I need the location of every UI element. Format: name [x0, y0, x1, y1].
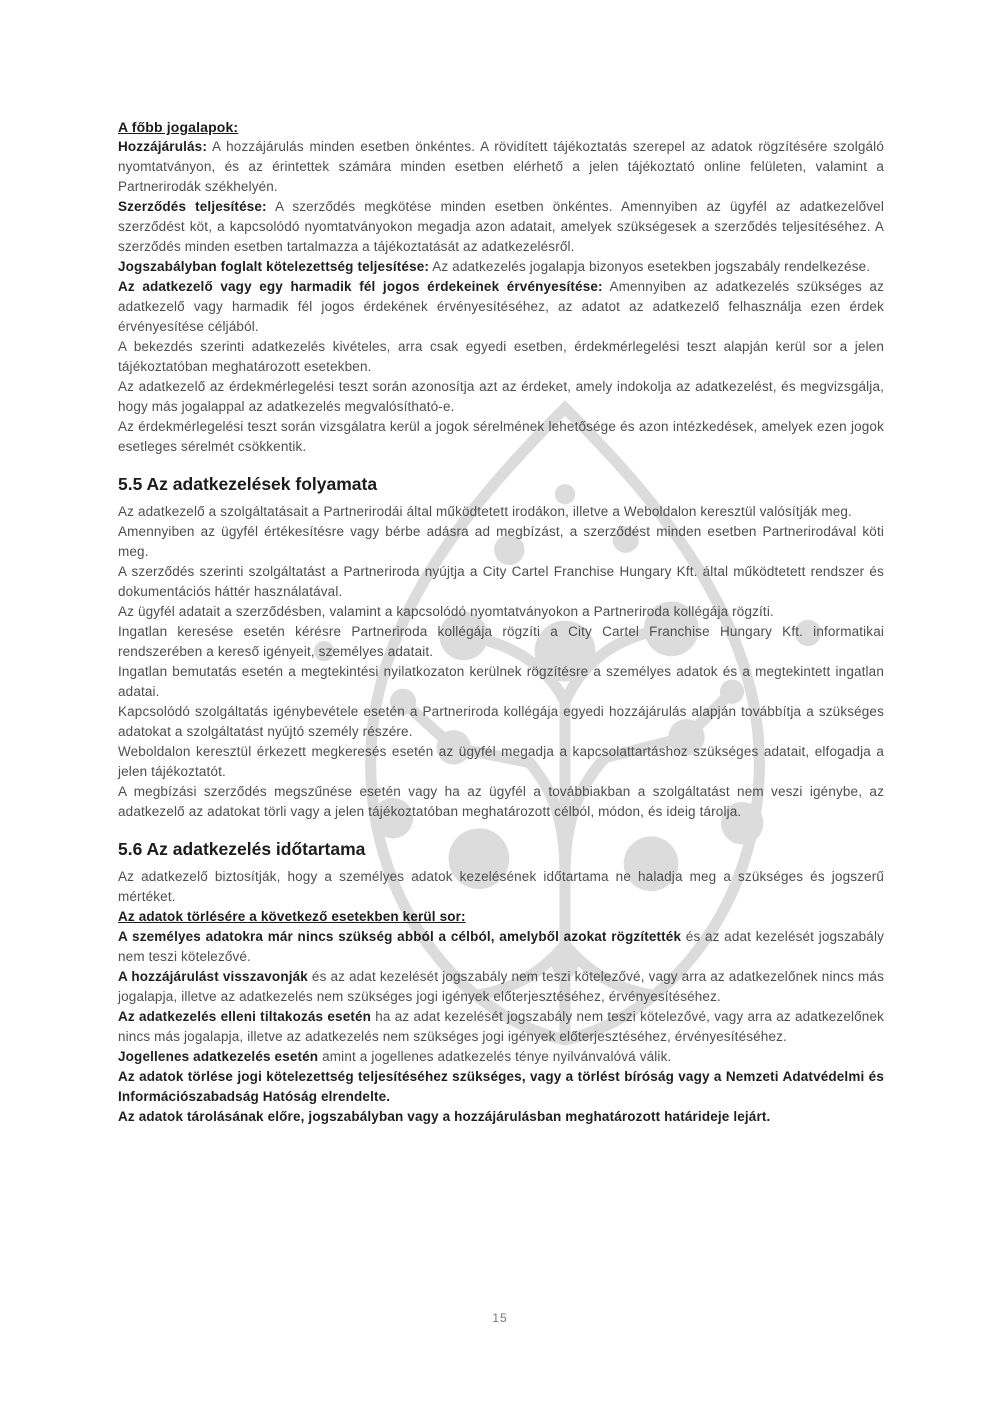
- paragraph-text: A szerződés megkötése minden esetben önkéntes. Amennyiben az ügyfél az adatkezelővel szerződést köt, a kapcsolódó nyomtatványokon megadja azon adatait, amelyek szükségesek a szerződés teljesítéséhez. A szerződés minden esetben tartalmazza a tájékoztatását az adatkezelésről.: [118, 199, 884, 254]
- list-heading-text: Az adatok törlésére a következő esetekben kerül sor:: [118, 909, 466, 924]
- paragraph-text: Az adatkezelés jogalapja bizonyos esetekben jogszabály rendelkezése.: [429, 259, 871, 274]
- section-5-5-paragraph: Az ügyfél adatait a szerződésben, valamint a kapcsolódó nyomtatványokon a Partneriroda kollégája rögzíti.: [118, 604, 774, 619]
- deletion-list-item: [118, 967, 884, 1007]
- intro-paragraph: [118, 417, 884, 457]
- paragraph-lead: Jogszabályban foglalt kötelezettség teljesítése:: [118, 259, 430, 274]
- deletion-list-heading: [118, 907, 884, 927]
- paragraph-text: Amennyiben az adatkezelés szükséges az adatkezelő vagy harmadik fél jogos érdekének érvényesítéséhez, az adatot az adatkezelő felhasználja ezen érdek érvényesítése céljából.: [118, 279, 884, 334]
- item-lead: Jogellenes adatkezelés esetén: [118, 1049, 319, 1064]
- item-lead: Az adatok törlése jogi kötelezettség teljesítéséhez szükséges, vagy a törlést bíróság vagy a Nemzeti Adatvédelmi és Információszabadság Hatóság elrendelte.: [118, 1069, 884, 1104]
- deletion-list-item: [118, 1067, 884, 1107]
- paragraph-text: A bekezdés szerinti adatkezelés kivételes, arra csak egyedi esetben, érdekmérlegelési teszt alapján kerül sor a jelen tájékoztatóban meghatározott esetekben.: [118, 339, 884, 374]
- item-lead: A személyes adatokra már nincs szükség abból a célból, amelyből azokat rögzítették: [118, 929, 682, 944]
- deletion-list-item: [118, 1047, 884, 1067]
- deletion-list-item: [118, 1007, 884, 1047]
- deletion-list-item: [118, 927, 884, 967]
- paragraph-lead: Szerződés teljesítése:: [118, 199, 267, 214]
- intro-paragraph: [118, 137, 884, 197]
- item-lead: Az adatok tárolásának előre, jogszabályban vagy a hozzájárulásban meghatározott határideje lejárt.: [118, 1109, 771, 1124]
- item-text: és az adat kezelését jogszabály nem teszi kötelezővé.: [118, 929, 885, 964]
- intro-paragraph: [118, 337, 884, 377]
- section-5-5-paragraph: Kapcsolódó szolgáltatás igénybevétele esetén a Partneriroda kollégája egyedi hozzájárulás alapján továbbítja a szükséges adatokat a szolgáltatást nyújtó személy részére.: [118, 704, 884, 739]
- section-5-5-paragraph: Az adatkezelő a szolgáltatásait a Partnerirodái által működtetett irodákon, illetve a Weboldalon keresztül valósítják meg.: [118, 504, 852, 519]
- item-text: és az adat kezelését jogszabály nem teszi kötelezővé, vagy arra az adatkezelőnek nincs más jogalapja, illetve az adatkezelés nem szükséges jogi igények előterjesztéséhez, érvényesítéséhez.: [118, 969, 884, 1004]
- section-5-5-paragraph: Ingatlan keresése esetén kérésre Partneriroda kollégája rögzíti a City Cartel Franchise Hungary Kft. informatikai rendszerében a kereső igényeit, személyes adatait.: [118, 624, 884, 659]
- paragraph-lead: Az adatkezelő vagy egy harmadik fél jogos érdekeinek érvényesítése:: [118, 279, 603, 294]
- intro-paragraph: [118, 257, 884, 277]
- paragraph-text: A hozzájárulás minden esetben önkéntes. A rövidített tájékoztatás szerepel az adatok rögzítésére szolgáló nyomtatványon, és az érintettek számára minden esetben elérhető a jelen tájékoztató online felületen, valamint a Partnerirodák székhelyén.: [118, 139, 884, 194]
- section-5-5-paragraph: A megbízási szerződés megszűnése esetén vagy ha az ügyfél a továbbiakban a szolgáltatást nem veszi igénybe, az adatkezelő az adatokat törli vagy a jelen tájékoztatóban meghatározott célból, módon, és ideig tárolja.: [118, 784, 884, 819]
- section-5-6-heading: 5.6 Az adatkezelés időtartama: [118, 839, 366, 859]
- item-lead: Az adatkezelés elleni tiltakozás esetén: [118, 1009, 372, 1024]
- paragraph-text: Az érdekmérlegelési teszt során vizsgálatra kerül a jogok sérelmének lehetősége és azon intézkedések, amelyek ezen jogok esetleges sérelmét csökkentik.: [118, 419, 884, 454]
- paragraph-text: Az adatkezelő az érdekmérlegelési teszt során azonosítja azt az érdeket, amely indokolja az adatkezelést, és megvizsgálja, hogy más jogalappal az adatkezelés megvalósítható-e.: [118, 379, 884, 414]
- intro-paragraph: [118, 197, 884, 257]
- item-text: ha az adat kezelését jogszabály nem teszi kötelezővé, vagy arra az adatkezelőnek nincs más jogalapja, illetve az adatkezelés nem szükséges jogi igények előterjesztéséhez, érvényesítéséhez.: [118, 1009, 885, 1044]
- intro-heading: A főbb jogalapok:: [118, 119, 239, 135]
- item-lead: A hozzájárulást visszavonják: [118, 969, 308, 984]
- intro-paragraph: [118, 377, 884, 417]
- deletion-list-item: [118, 1107, 884, 1127]
- page-content: [118, 117, 884, 1127]
- page-number: 15: [492, 1311, 508, 1325]
- section-5-5-paragraph: Weboldalon keresztül érkezett megkeresés esetén az ügyfél megadja a kapcsolattartáshoz szükséges adatait, elfogadja a jelen tájékoztatót.: [118, 744, 884, 779]
- section-5-5-paragraph: Ingatlan bemutatás esetén a megtekintési nyilatkozaton kerülnek rögzítésre a személyes adatok és a megtekintett ingatlan adatai.: [118, 664, 884, 699]
- section-5-5-paragraph: A szerződés szerinti szolgáltatást a Partneriroda nyújtja a City Cartel Franchise Hungary Kft. által működtetett rendszer és dokumentációs háttér használatával.: [118, 564, 884, 599]
- section-5-6-intro: Az adatkezelő biztosítják, hogy a személyes adatok kezelésének időtartama ne haladja meg a szükséges és jogszerű mértéket.: [118, 869, 884, 904]
- intro-paragraph: [118, 277, 884, 337]
- section-5-5-heading: 5.5 Az adatkezelések folyamata: [118, 474, 378, 494]
- paragraph-lead: Hozzájárulás:: [118, 139, 207, 154]
- section-5-5-paragraph: Amennyiben az ügyfél értékesítésre vagy bérbe adásra ad megbízást, a szerződést minden esetben Partnerirodával köti meg.: [118, 524, 884, 559]
- item-text: amint a jogellenes adatkezelés ténye nyilvánvalóvá válik.: [318, 1049, 672, 1064]
